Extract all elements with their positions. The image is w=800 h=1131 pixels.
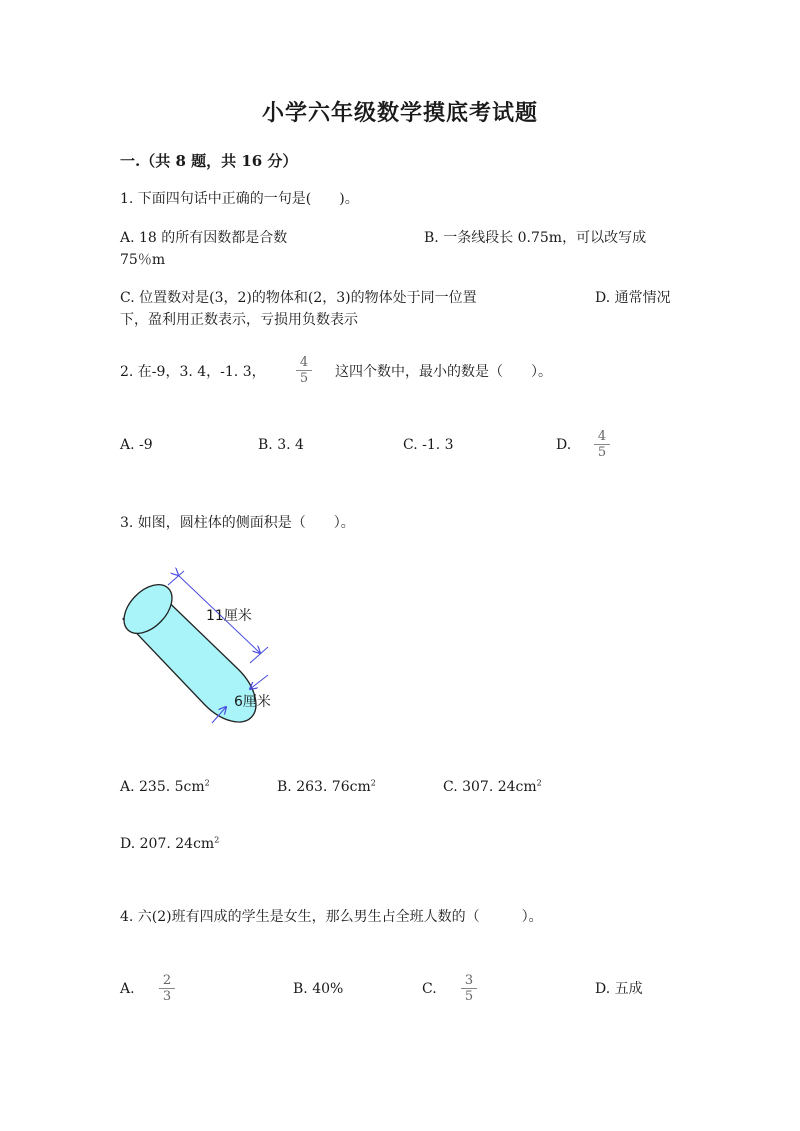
q4-option-a: A.	[120, 981, 135, 997]
q2-stem-post: 这四个数中，最小的数是（ ）。	[335, 364, 552, 380]
q4-option-c: C.	[422, 981, 437, 997]
q4-option-c-fraction	[461, 974, 477, 1003]
q2-option-c: C. -1. 3	[403, 437, 454, 453]
q2-option-b: B. 3. 4	[258, 437, 304, 453]
length-extension-bottom	[250, 647, 268, 663]
q2-fraction-denominator: 5	[299, 371, 309, 386]
q2-stem-pre: 2. 在-9，3. 4，-1. 3，	[120, 364, 266, 380]
diameter-label: 6厘米	[234, 694, 271, 710]
q3-stem: 3. 如图，圆柱体的侧面积是（ ）。	[120, 515, 355, 531]
q2-option-d-fraction	[594, 430, 610, 459]
q3-option-b: B. 263. $76cm^2$	[277, 778, 376, 795]
q3-option-c: C. 307. $24cm^2$	[443, 778, 542, 795]
diameter-arrow-top	[250, 675, 268, 689]
q1-option-a: A. 18 的所有因数都是合数	[120, 230, 288, 246]
q1-option-b-cont: 75％m	[120, 252, 166, 268]
q4-a-numerator: 2	[159, 974, 175, 989]
q2-option-d: D.	[556, 437, 572, 453]
q1-option-d-cont: 下，盈利用正数表示，亏损用负数表示	[120, 312, 358, 328]
q3-option-a: A. 235. $5cm^2$	[120, 778, 210, 795]
q1-option-b: B. 一条线段长 0.75m，可以改写成	[424, 230, 647, 246]
q4-c-numerator: 3	[461, 974, 477, 989]
q2-fraction	[296, 356, 312, 385]
q4-option-a-fraction	[159, 974, 175, 1003]
q4-option-b: B. 40%	[293, 981, 344, 997]
q4-a-denominator: 3	[162, 989, 172, 1004]
length-label: 11厘米	[206, 608, 252, 624]
q3-option-d: D. 207. $24cm^2$	[120, 835, 220, 852]
section-heading: 一.（共 8 题，共 16 分）	[120, 152, 298, 170]
q2-d-denominator: 5	[597, 445, 607, 460]
q2-d-numerator: 4	[594, 430, 610, 445]
q4-c-denominator: 5	[464, 989, 474, 1004]
q1-stem: 1. 下面四句话中正确的一句是( )。	[120, 191, 359, 207]
q2-option-a: A. -9	[120, 437, 153, 453]
q4-stem: 4. 六(2)班有四成的学生是女生，那么男生占全班人数的（ ）。	[120, 909, 543, 925]
page-title: 小学六年级数学摸底考试题	[261, 100, 538, 126]
q2-fraction-numerator: 4	[296, 356, 312, 371]
cylinder-figure	[110, 565, 310, 735]
q1-option-c: C. 位置数对是(3，2)的物体和(2，3)的物体处于同一位置	[120, 290, 477, 306]
q4-option-d: D. 五成	[595, 981, 643, 997]
q1-option-d: D. 通常情况	[595, 290, 671, 306]
